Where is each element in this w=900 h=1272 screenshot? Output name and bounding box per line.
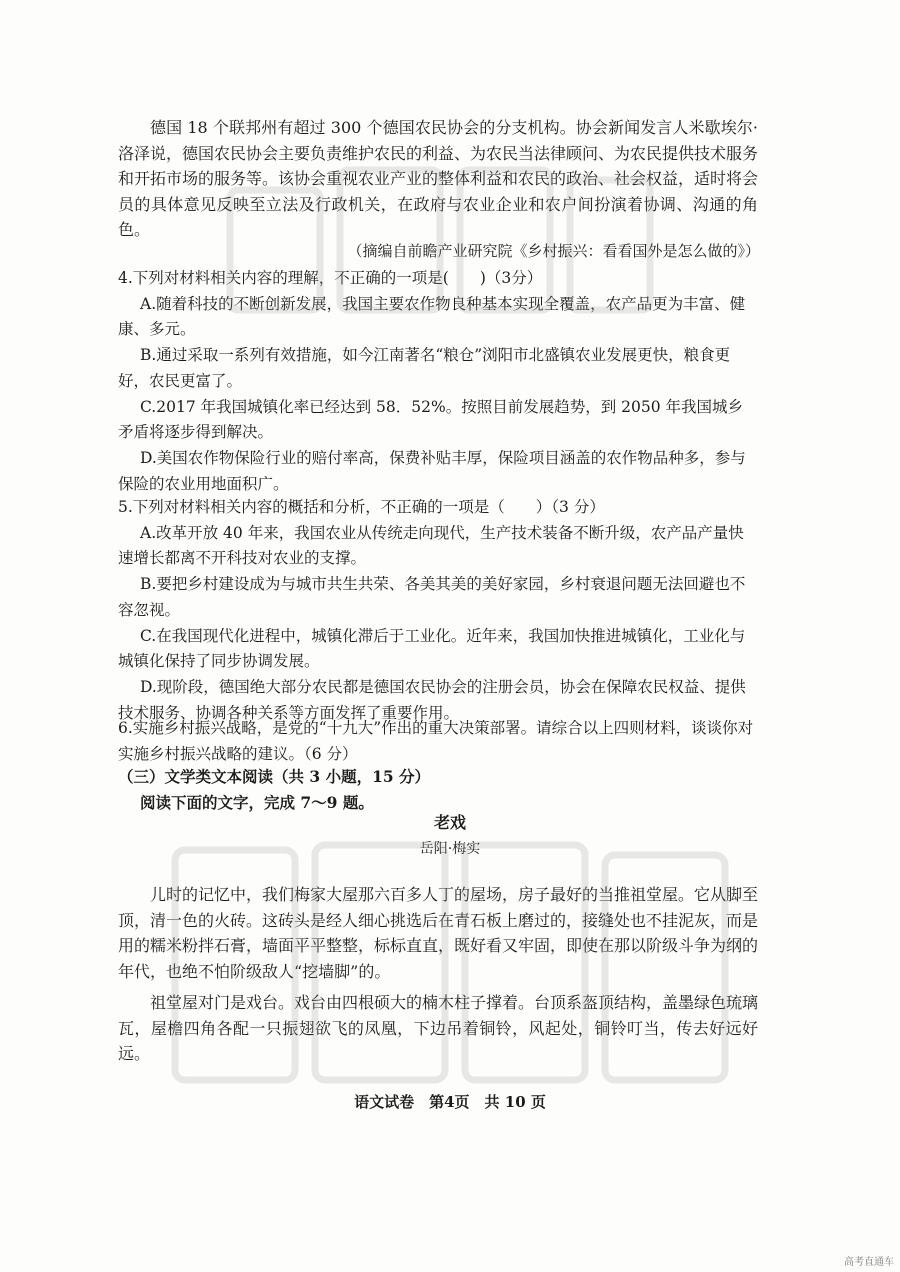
- section-3: [118, 764, 758, 815]
- story-paragraph-1: 儿时的记忆中，我们梅家大屋那六百多人丁的屋场，房子最好的当推祖堂屋。它从脚至顶，清一色的火砖。这砖头是经人细心挑选后在青石板上磨过的，接缝处也不挂泥灰，而是用的糯米粉拌石膏，墙面平平整整，标标直直，既好看又牢固，即使在那以阶级斗争为纲的年代，也绝不怕阶级敌人“挖墙脚”的。: [118, 885, 759, 981]
- story-author: 岳阳·梅实: [419, 841, 481, 857]
- source-citation: （摘编自前瞻产业研究院《乡村振兴：看看国外是怎么做的》）: [347, 242, 760, 260]
- question-4: [118, 266, 758, 497]
- q5-option-c: C.在我国现代化进程中，城镇化滞后于工业化。近年来，我国加快推进城镇化，工业化与城镇化保持了同步协调发展。: [118, 626, 746, 671]
- q5-stem: 5.下列对材料相关内容的概括和分析，不正确的一项是（ ）（3 分）: [118, 498, 605, 516]
- story-title: 老戏: [433, 813, 466, 832]
- reading-instruction: 阅读下面的文字，完成 7～9 题。: [140, 792, 374, 812]
- q5-option-b: B.要把乡村建设成为与城市共生共荣、各美其美的美好家园，乡村衰退问题无法回避也不容忽视。: [118, 575, 746, 619]
- story-paragraph-2: 祖堂屋对门是戏台。戏台由四根硕大的楠木柱子撑着。台顶系盔顶结构，盖墨绿色琉璃瓦，屋檐四角各配一只振翅欲飞的凤凰，下边吊着铜铃，风起处，铜铃叮当，传去好远好远。: [118, 993, 759, 1063]
- q5-option-a: A.改革开放 40 年来，我国农业从传统走向现代，生产技术装备不断升级，农产品产量快速增长都离不开科技对农业的支撑。: [118, 523, 744, 568]
- corner-mark: 高考直通车: [844, 1257, 894, 1268]
- q4-option-c: C.2017 年我国城镇化率已经达到 58．52%。按照目前发展趋势，到 2050 年我国城乡矛盾将逐步得到解决。: [118, 397, 744, 442]
- q5-option-d: D.现阶段，德国绝大部分农民都是德国农民协会的注册会员，协会在保障农民权益、提供技术服务、协调各种关系等方面发挥了重要作用。: [118, 677, 746, 722]
- intro-paragraph: 德国 18 个联邦州有超过 300 个德国农民协会的分支机构。协会新闻发言人米歇埃尔·洛泽说，德国农民协会主要负责维护农民的利益、为农民当法律顾问、为农民提供技术服务和开拓市场的服务等。该协会重视农业产业的整体利益和农民的政治、社会权益，适时将会员的具体意见反映至立法及行政机关，在政府与农业企业和农户间扮演着协调、沟通的角色。: [118, 118, 759, 239]
- q4-option-d: D.美国农作物保险行业的赔付率高，保费补贴丰厚，保险项目涵盖的农作物品种多，参与保险的农业用地面积广。: [118, 448, 746, 493]
- q4-stem: 4.下列对材料相关内容的理解，不正确的一项是( )（3分）: [118, 269, 543, 287]
- q6-text: 6.实施乡村振兴战略，是党的“十九大”作出的重大决策部署。请综合以上四则材料，谈谈你对实施乡村振兴战略的建议。（6 分）: [118, 719, 754, 763]
- section3-heading: （三）文学类文本阅读（共 3 小题，15 分）: [118, 767, 431, 786]
- intro-block: [118, 115, 758, 243]
- story-block: [118, 882, 758, 1067]
- question-6: [118, 716, 758, 767]
- question-5: [118, 495, 758, 726]
- q4-option-a: A.随着科技的不断创新发展，我国主要农作物良种基本实现全覆盖，农产品更为丰富、健康、多元。: [118, 294, 746, 339]
- q4-option-b: B.通过采取一系列有效措施，如今江南著名“粮仓”浏阳市北盛镇农业发展更快，粮食更好，农民更富了。: [118, 346, 731, 390]
- page-footer: 语文试卷 第4页 共 10 页: [354, 1093, 546, 1111]
